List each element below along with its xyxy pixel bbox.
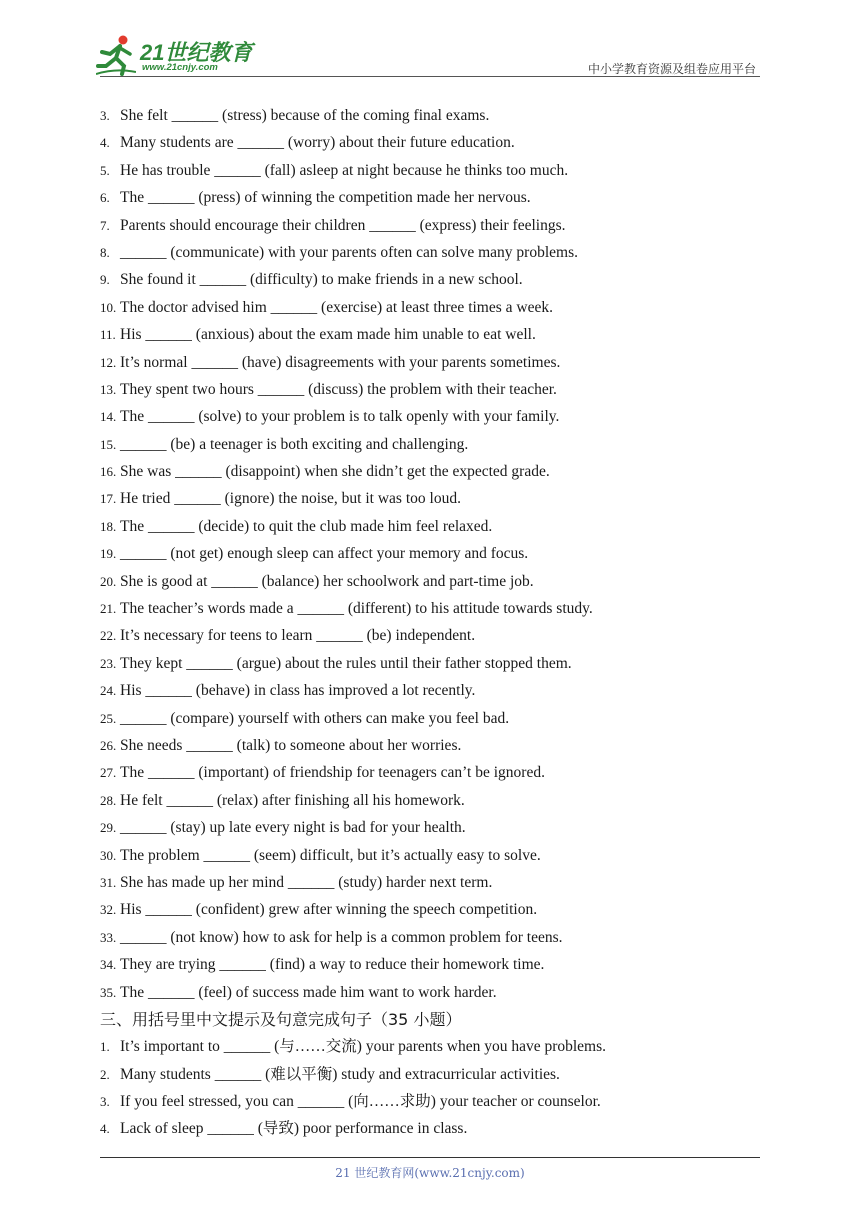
question-number: 14. xyxy=(100,409,117,425)
question-item xyxy=(100,787,760,814)
question-text: It’s normal ______ (have) disagreements with your parents sometimes. xyxy=(120,353,561,371)
section3-title: 三、用括号里中文提示及句意完成句子（35 小题） xyxy=(100,1009,462,1029)
question-number: 5. xyxy=(100,162,110,178)
question-number: 10. xyxy=(100,299,117,315)
question-number: 33. xyxy=(100,929,117,945)
question-item xyxy=(100,677,760,704)
question-text: Parents should encourage their children ______ (express) their feelings. xyxy=(120,216,566,234)
question-text: Many students are ______ (worry) about their future education. xyxy=(120,134,515,152)
question-item xyxy=(100,1088,760,1115)
question-number: 4. xyxy=(100,135,110,151)
logo-url: www.21cnjy.com xyxy=(142,62,218,73)
question-text: His ______ (confident) grew after winning the speech competition. xyxy=(120,901,538,919)
question-text: The doctor advised him ______ (exercise) at least three times a week. xyxy=(120,298,553,316)
question-item xyxy=(100,869,760,896)
question-text: They are trying ______ (find) a way to reduce their homework time. xyxy=(120,956,545,974)
question-item xyxy=(100,1033,760,1060)
question-number: 9. xyxy=(100,272,110,288)
question-text: ______ (communicate) with your parents often can solve many problems. xyxy=(120,243,578,261)
question-item xyxy=(100,842,760,869)
question-text: Lack of sleep ______ (导致) poor performance in class. xyxy=(120,1120,468,1138)
question-number: 3. xyxy=(100,108,110,123)
question-number: 26. xyxy=(100,737,117,753)
question-number: 27. xyxy=(100,765,117,781)
question-number: 2. xyxy=(100,1066,110,1082)
question-text: The ______ (press) of winning the competition made her nervous. xyxy=(120,189,531,207)
question-number: 13. xyxy=(100,381,117,397)
question-item xyxy=(100,924,760,951)
part3-list xyxy=(100,1033,760,1143)
question-text: ______ (be) a teenager is both exciting and challenging. xyxy=(120,435,469,453)
question-item xyxy=(100,266,760,293)
question-text: The problem ______ (seem) difficult, but it’s actually easy to solve. xyxy=(120,846,541,864)
question-item xyxy=(100,759,760,786)
question-item xyxy=(100,321,760,348)
question-number: 19. xyxy=(100,546,117,562)
logo-text: 21世纪教育 xyxy=(140,40,253,65)
question-number: 25. xyxy=(100,710,117,726)
question-number: 21. xyxy=(100,601,117,617)
exercise-content xyxy=(100,102,760,1143)
question-item xyxy=(100,239,760,266)
question-text: The ______ (feel) of success made him want to work harder. xyxy=(120,983,497,1001)
part2-list xyxy=(100,102,760,1006)
question-number: 12. xyxy=(100,354,117,370)
question-item xyxy=(100,595,760,622)
question-text: Many students ______ (难以平衡) study and extracurricular activities. xyxy=(120,1065,560,1083)
question-item xyxy=(100,814,760,841)
question-text: She was ______ (disappoint) when she didn’t get the expected grade. xyxy=(120,463,550,481)
question-number: 20. xyxy=(100,573,117,589)
question-item xyxy=(100,376,760,403)
question-number: 35. xyxy=(100,984,117,1000)
question-text: She felt ______ (stress) because of the coming final exams. xyxy=(120,107,490,124)
question-item xyxy=(100,184,760,211)
question-number: 4. xyxy=(100,1121,110,1137)
runner-logo-icon xyxy=(96,34,136,76)
question-text: The teacher’s words made a ______ (different) to his attitude towards study. xyxy=(120,600,593,618)
question-text: The ______ (decide) to quit the club made him feel relaxed. xyxy=(120,517,493,535)
question-number: 23. xyxy=(100,655,117,671)
question-number: 29. xyxy=(100,820,117,836)
question-text: He has trouble ______ (fall) asleep at night because he thinks too much. xyxy=(120,161,569,179)
question-text: He tried ______ (ignore) the noise, but it was too loud. xyxy=(120,490,461,508)
question-text: They kept ______ (argue) about the rules until their father stopped them. xyxy=(120,654,572,672)
question-number: 7. xyxy=(100,217,110,233)
question-number: 30. xyxy=(100,847,117,863)
question-item xyxy=(100,568,760,595)
question-text: It’s important to ______ (与……交流) your parents when you have problems. xyxy=(120,1038,607,1056)
question-item xyxy=(100,102,760,129)
question-text: She is good at ______ (balance) her schoolwork and part-time job. xyxy=(120,572,534,590)
question-text: It’s necessary for teens to learn ______ (be) independent. xyxy=(120,627,476,645)
question-number: 28. xyxy=(100,792,117,808)
question-item xyxy=(100,458,760,485)
question-text: ______ (stay) up late every night is bad for your health. xyxy=(120,819,466,837)
question-text: ______ (compare) yourself with others can make you feel bad. xyxy=(120,709,510,727)
question-item xyxy=(100,1061,760,1088)
question-item xyxy=(100,403,760,430)
question-text: He felt ______ (relax) after finishing all his homework. xyxy=(120,791,465,809)
question-item xyxy=(100,349,760,376)
question-number: 15. xyxy=(100,436,117,452)
question-item xyxy=(100,431,760,458)
question-number: 18. xyxy=(100,518,117,534)
question-number: 8. xyxy=(100,244,110,260)
question-item xyxy=(100,896,760,923)
page-footer: 21 世纪教育网(www.21cnjy.com) xyxy=(335,1166,525,1180)
question-text: ______ (not know) how to ask for help is a common problem for teens. xyxy=(120,928,563,946)
question-text: ______ (not get) enough sleep can affect your memory and focus. xyxy=(120,545,529,563)
question-item xyxy=(100,294,760,321)
question-number: 32. xyxy=(100,902,117,918)
site-logo xyxy=(96,34,266,78)
question-item xyxy=(100,622,760,649)
question-item xyxy=(100,1115,760,1142)
question-number: 11. xyxy=(100,327,116,343)
question-number: 22. xyxy=(100,628,117,644)
page-header xyxy=(0,0,860,80)
question-number: 24. xyxy=(100,683,117,699)
question-item xyxy=(100,979,760,1006)
question-text: The ______ (solve) to your problem is to talk openly with your family. xyxy=(120,408,560,426)
question-item xyxy=(100,485,760,512)
question-item xyxy=(100,732,760,759)
question-number: 31. xyxy=(100,874,117,890)
question-item xyxy=(100,157,760,184)
question-text: She found it ______ (difficulty) to make friends in a new school. xyxy=(120,271,523,289)
question-text: The ______ (important) of friendship for teenagers can’t be ignored. xyxy=(120,764,545,782)
question-text: They spent two hours ______ (discuss) the problem with their teacher. xyxy=(120,380,557,398)
question-item xyxy=(100,951,760,978)
header-platform-name: 中小学教育资源及组卷应用平台 xyxy=(587,62,756,76)
question-number: 17. xyxy=(100,491,117,507)
question-number: 1. xyxy=(100,1039,110,1055)
question-text: She has made up her mind ______ (study) harder next term. xyxy=(120,873,493,891)
header-divider xyxy=(100,76,760,77)
question-number: 34. xyxy=(100,957,117,973)
question-item xyxy=(100,705,760,732)
question-item xyxy=(100,513,760,540)
question-text: His ______ (anxious) about the exam made him unable to eat well. xyxy=(120,326,536,344)
question-item xyxy=(100,212,760,239)
question-item xyxy=(100,129,760,156)
question-text: She needs ______ (talk) to someone about her worries. xyxy=(120,736,462,754)
question-text: His ______ (behave) in class has improved a lot recently. xyxy=(120,682,476,700)
question-number: 6. xyxy=(100,190,110,206)
question-text: If you feel stressed, you can ______ (向……求助) your teacher or counselor. xyxy=(120,1093,601,1111)
question-item xyxy=(100,650,760,677)
question-item xyxy=(100,540,760,567)
question-number: 16. xyxy=(100,464,117,480)
footer-divider xyxy=(100,1157,760,1158)
question-number: 3. xyxy=(100,1094,110,1110)
